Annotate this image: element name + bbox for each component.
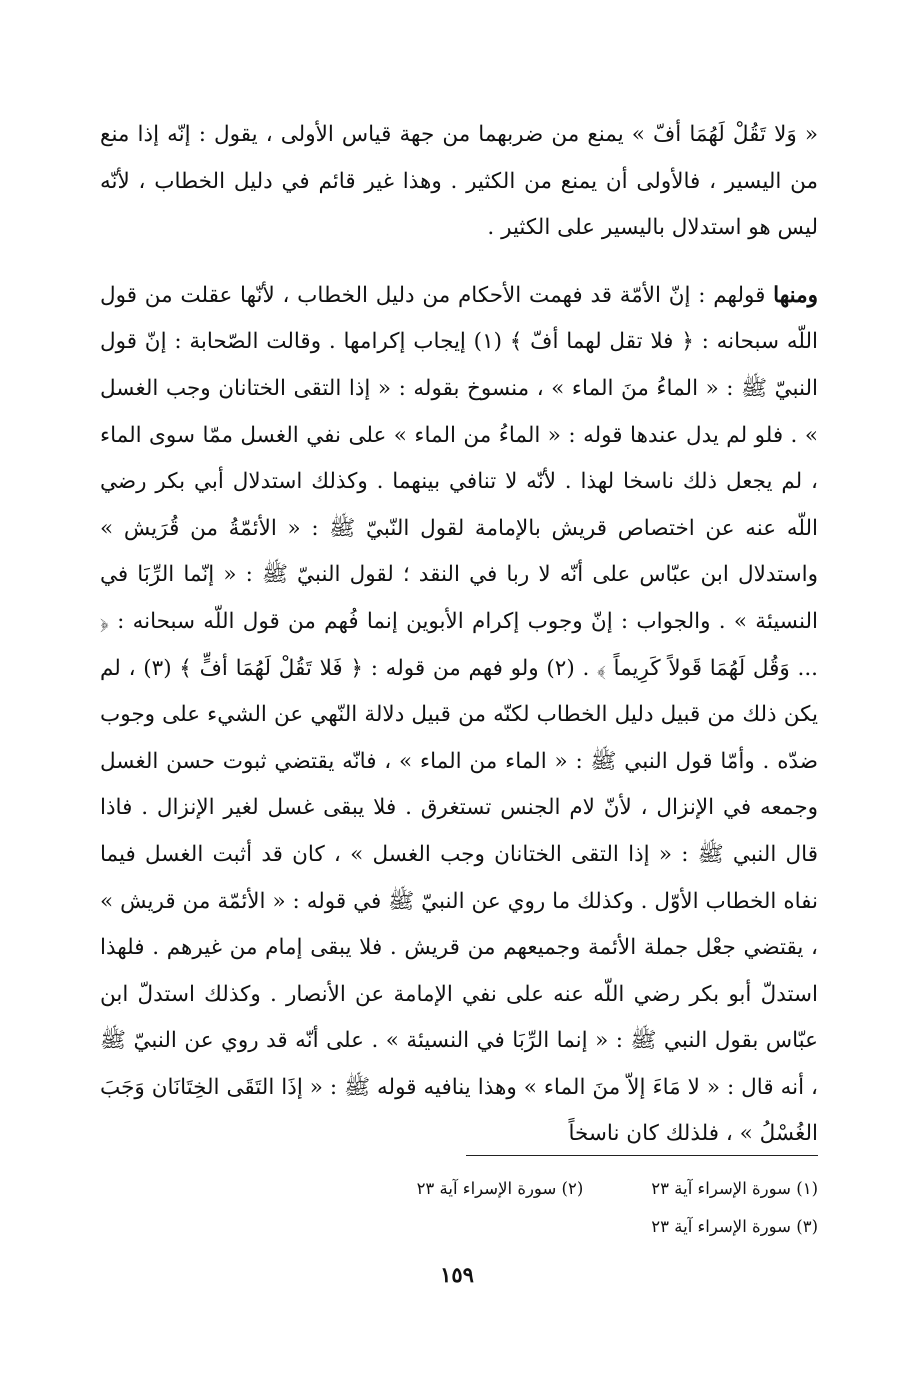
paragraph-2 [100, 273, 818, 1158]
footnote-row-1 [338, 1170, 818, 1208]
footnote-divider [466, 1155, 818, 1156]
page-number: ١٥٩ [440, 1262, 474, 1287]
paragraph-2-lead: ومنها [773, 282, 818, 308]
footnote-row-2 [338, 1208, 818, 1246]
footnote-3: (٣) سورة الإسراء آية ٢٣ [651, 1217, 818, 1236]
footnote-1: (١) سورة الإسراء آية ٢٣ [651, 1179, 818, 1198]
footnotes [338, 1170, 818, 1246]
page-body [100, 112, 818, 1158]
paragraph-1: « وَلا تَقُلْ لَهُمَا أفّ » يمنع من ضربهما من جهة قياس الأولى ، يقول : إنّه إذا منع من اليسير ، فالأولى أن يمنع من الكثير . وهذا غير قائم في دليل الخطاب ، لأنّه ليس هو استدلال باليسير على الكثير . [100, 122, 818, 241]
paragraph-2-text: قولهم : إنّ الأمّة قد فهمت الأحكام من دليل الخطاب ، لأنّها عقلت من قول اللّه سبحانه : ﴿ فلا تقل لهما أفّ ﴾ (١) إيجاب إكرامها . وقالت الصّحابة : إنّ قول النبيّ ﷺ : « الماءُ منَ الماء » ، منسوخ بقوله : « إذا التقى الختانان وجب الغسل » . فلو لم يدل عندها قوله : « الماءُ من الماء » على نفي الغسل ممّا سوى الماء ، لم يجعل ذلك ناسخا لهذا . لأنّه لا تنافي بينهما . وكذلك استدلال أبي بكر رضي اللّه عنه عن اختصاص قريش بالإمامة لقول النّبيّ ﷺ : « الأئمّةُ من قُرَيش » واستدلال ابن عبّاس على أنّه لا ربا في النقد ؛ لقول النبيّ ﷺ : « إنّما الرِّبَا في النسيئة » . والجواب : إنّ وجوب إكرام الأبوين إنما فُهم من قول اللّه سبحانه : ﴿ ... وَقُل لَهُمَا قَولاً كَرِيماً ﴾ . (٢) ولو فهم من قوله : ﴿ فَلا تَقُلْ لَهُمَا أفٍّ ﴾ (٣) ، لم يكن ذلك من قبيل دليل الخطاب لكنّه من قبيل دلالة النّهي عن الشيء على وجوب ضدّه . وأمّا قول النبي ﷺ : « الماء من الماء » ، فانّه يقتضي ثبوت حسن الغسل وجمعه في الإنزال ، لأنّ لام الجنس تستغرق . فلا يبقى غسل لغير الإنزال . فاذا قال النبي ﷺ : « إذا التقى الختانان وجب الغسل » ، كان قد أثبت الغسل فيما نفاه الخطاب الأوّل . وكذلك ما روي عن النبيّ ﷺ في قوله : « الأئمّة من قريش » ، يقتضي جعْل جملة الأئمة وجميعهم من قريش . فلا يبقى إمام من غيرهم . فلهذا استدلّ أبو بكر رضي اللّه عنه على نفي الإمامة عن الأنصار . وكذلك استدلّ ابن عبّاس بقول النبي ﷺ : « إنما الرِّبَا في النسيئة » . على أنّه قد روي عن النبيّ ﷺ ، أنه قال : « لا مَاءَ إلاّ منَ الماء » وهذا ينافيه قوله ﷺ : « إذَا التَقَى الخِتَانَان وَجَبَ الغُسْلُ » ، فلذلك كان ناسخاً [100, 282, 819, 1147]
footnote-2: (٢) سورة الإسراء آية ٢٣ [416, 1179, 584, 1198]
